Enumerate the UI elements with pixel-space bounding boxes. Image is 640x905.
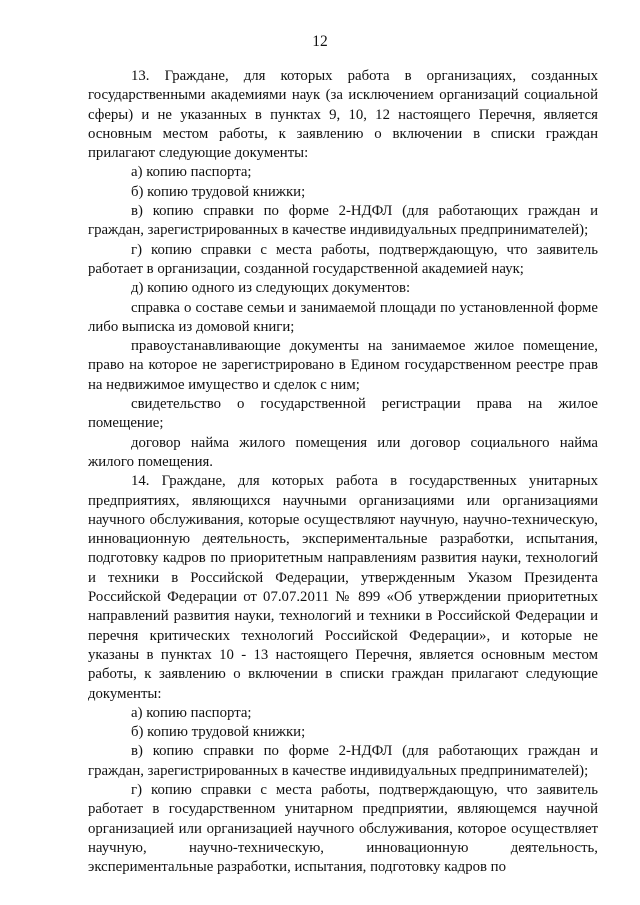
list-item-employment-certificate: г) копию справки с места работы, подтверждающую, что заявитель работает в организации, созданной государственной академией наук;: [88, 241, 598, 277]
list-item-employment-certificate-14: г) копию справки с места работы, подтверждающую, что заявитель работает в государственном унитарном предприятии, являющемся научной организацией или организацией научного обслуживания, которое осуществляет научную, научно-техническую, инновационную деятельность, экспериментальные разработки, испытания, подготовку кадров по: [88, 781, 598, 876]
list-item-passport-14: а) копию паспорта;: [131, 704, 252, 721]
sub-item-lease-agreement: договор найма жилого помещения или договор социального найма жилого помещения.: [88, 434, 598, 470]
paragraph-13-intro: 13. Граждане, для которых работа в организациях, созданных государственными академиями наук (за исключением организаций социальной сферы) и не указанных в пунктах 9, 10, 12 настоящего Перечня, является основным местом работы, к заявлению о включении в списки граждан прилагают следующие документы:: [88, 68, 598, 162]
list-item-passport: а) копию паспорта;: [131, 164, 252, 181]
page-number: 12: [312, 33, 328, 50]
paragraph-14-intro: 14. Граждане, для которых работа в государственных унитарных предприятиях, являющихся научными организациями или организациями научного обслуживания, которые осуществляют научную, научно-техническую, инновационную деятельность, экспериментальные разработки, испытания, подготовку кадров по приоритетным направлениям развития науки, технологий и техники в Российской Федерации, утвержденным Указом Президента Российской Федерации от 07.07.2011 № 899 «Об утверждении приоритетных направлений развития науки, технологий и техники в Российской Федерации и перечня критических технологий Российской Федерации», и которые не указаны в пунктах 10 - 13 настоящего Перечня, является основным местом работы, к заявлению о включении в списки граждан прилагают следующие документы:: [88, 473, 598, 702]
list-item-ndfl-certificate-14: в) копию справки по форме 2-НДФЛ (для работающих граждан и граждан, зарегистрированных в качестве индивидуальных предпринимателей);: [88, 743, 598, 779]
document-body: [88, 67, 598, 877]
list-item-one-of-documents: д) копию одного из следующих документов:: [131, 280, 411, 297]
sub-item-registration-certificate: свидетельство о государственной регистрации права на жилое помещение;: [88, 396, 598, 432]
list-item-work-book-14: б) копию трудовой книжки;: [131, 724, 306, 741]
list-item-work-book: б) копию трудовой книжки;: [131, 183, 306, 200]
list-item-ndfl-certificate: в) копию справки по форме 2-НДФЛ (для работающих граждан и граждан, зарегистрированных в качестве индивидуальных предпринимателей);: [88, 203, 598, 239]
sub-item-family-certificate: справка о составе семьи и занимаемой площади по установленной форме либо выписка из домовой книги;: [88, 299, 598, 335]
sub-item-title-documents: правоустанавливающие документы на занимаемое жилое помещение, право на которое не зарегистрировано в Едином государственном реестре прав на недвижимое имущество и сделок с ним;: [88, 338, 598, 393]
